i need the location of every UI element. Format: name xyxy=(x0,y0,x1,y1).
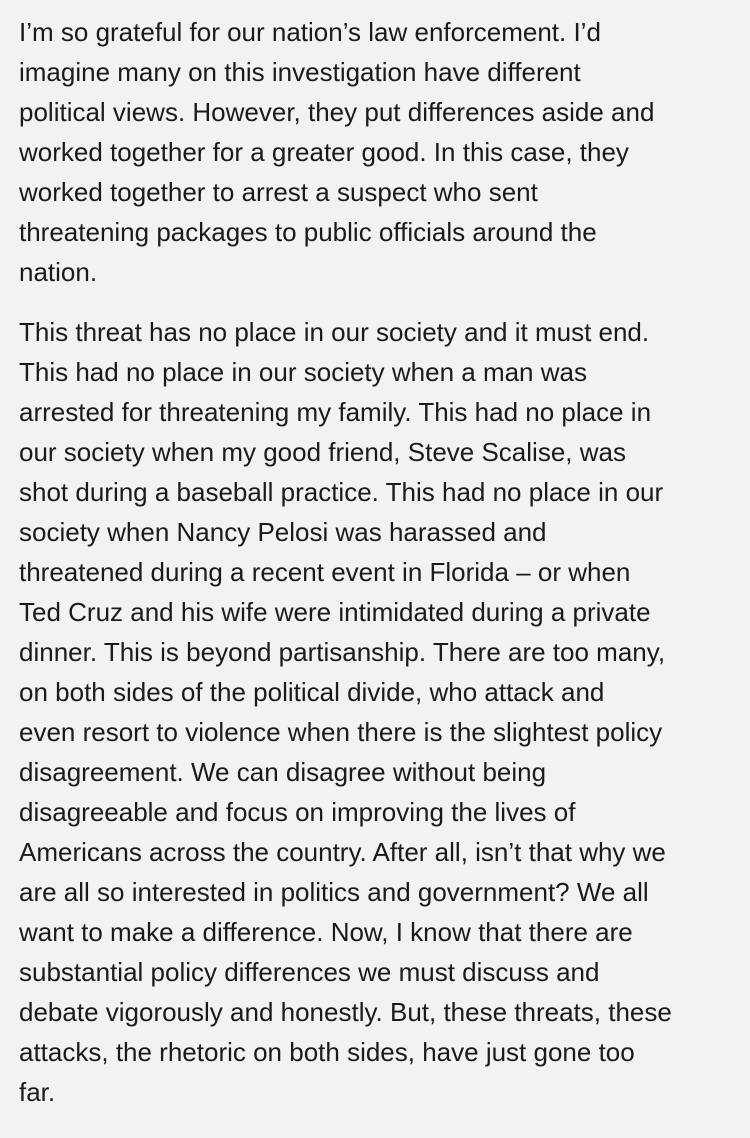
text-line: disagreement. We can disagree without being xyxy=(19,757,547,787)
text-line: shot during a baseball practice. This had no place in our xyxy=(19,477,664,507)
text-line: even resort to violence when there is the slightest policy xyxy=(19,717,663,747)
text-line: political views. However, they put differences aside and xyxy=(19,97,655,127)
text-line: Americans across the country. After all, isn’t that why we xyxy=(19,837,666,867)
text-line: dinner. This is beyond partisanship. There are too many, xyxy=(19,637,666,667)
text-line: This threat has no place in our society and it must end. xyxy=(19,317,650,347)
text-line: This had no place in our society when a man was xyxy=(19,357,587,387)
text-line: imagine many on this investigation have different xyxy=(19,57,581,87)
text-line: nation. xyxy=(19,257,98,287)
text-line: far. xyxy=(19,1077,56,1107)
text-line: our society when my good friend, Steve Scalise, was xyxy=(19,437,626,467)
text-line: are all so interested in politics and government? We all xyxy=(19,877,649,907)
text-line: substantial policy differences we must discuss and xyxy=(19,957,600,987)
text-line: worked together to arrest a suspect who sent xyxy=(19,177,538,207)
text-line: society when Nancy Pelosi was harassed and xyxy=(19,517,547,547)
text-line: arrested for threatening my family. This had no place in xyxy=(19,397,652,427)
paragraph-1 xyxy=(19,12,735,292)
text-line: Ted Cruz and his wife were intimidated during a private xyxy=(19,597,651,627)
note-body xyxy=(19,12,735,1112)
text-line: worked together for a greater good. In this case, they xyxy=(19,137,629,167)
text-line: threatened during a recent event in Florida – or when xyxy=(19,557,631,587)
text-line: threatening packages to public officials around the xyxy=(19,217,597,247)
text-line: disagreeable and focus on improving the lives of xyxy=(19,797,576,827)
paragraph-2 xyxy=(19,312,735,1112)
text-line: debate vigorously and honestly. But, these threats, these xyxy=(19,997,672,1027)
text-line: on both sides of the political divide, who attack and xyxy=(19,677,605,707)
text-line: attacks, the rhetoric on both sides, have just gone too xyxy=(19,1037,635,1067)
text-line: I’m so grateful for our nation’s law enforcement. I’d xyxy=(19,17,601,47)
text-line: want to make a difference. Now, I know that there are xyxy=(19,917,633,947)
